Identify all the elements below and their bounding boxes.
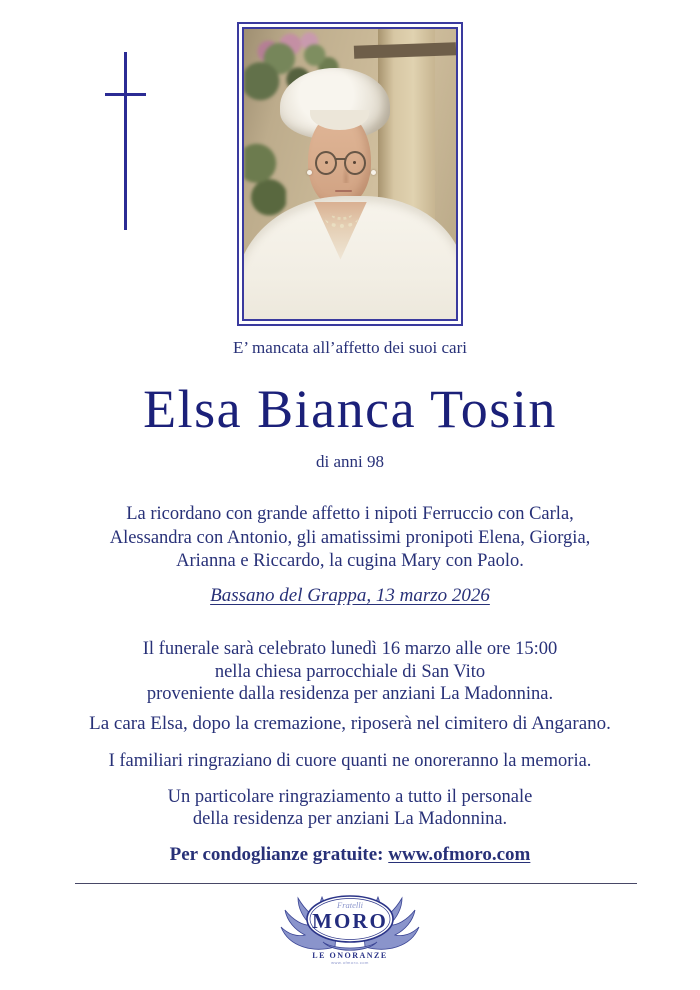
funeral-line: proveniente dalla residenza per anziani La Madonnina.: [146, 684, 554, 704]
funeral-line: nella chiesa parrocchiale di San Vito: [214, 661, 486, 682]
intro-line: E’ mancata all’affetto dei suoi cari: [233, 338, 467, 357]
portrait-greenery: [244, 139, 286, 220]
portrait-left-earring: [307, 170, 312, 175]
portrait-right-earring: [371, 170, 376, 175]
portrait-left-eye: [325, 161, 328, 164]
special-thanks-line: Un particolare ringraziamento a tutto il personale: [167, 787, 533, 807]
funeral-home-logo: [0, 893, 700, 967]
logo-onoranze-text: LE ONORANZE: [312, 951, 388, 960]
cross-horizontal-bar: [105, 93, 146, 96]
family-line: Alessandra con Antonio, gli amatissimi pronipoti Elena, Giorgia,: [109, 527, 591, 548]
moro-logo-graphic: [275, 893, 425, 967]
family-line: Arianna e Riccardo, la cugina Mary con Paolo.: [176, 551, 524, 571]
funeral-paragraph: [0, 638, 700, 706]
cross-vertical-bar: [124, 52, 127, 230]
deceased-name: Elsa Bianca Tosin: [143, 379, 557, 439]
portrait-glasses-bridge: [336, 158, 344, 160]
place-date-line: Bassano del Grappa, 13 marzo 2026: [210, 585, 490, 606]
special-thanks-line: della residenza per anziani La Madonnina.: [192, 809, 508, 829]
logo-fratelli-text: Fratelli: [337, 900, 363, 910]
family-line: La ricordano con grande affetto i nipoti Ferruccio con Carla,: [126, 504, 574, 524]
age-line: di anni 98: [316, 452, 384, 471]
logo-url-text: www.ofmoro.com: [331, 960, 369, 965]
logo-moro-text: MORO: [312, 909, 388, 933]
condolences-link[interactable]: www.ofmoro.com: [388, 844, 531, 865]
divider-line: [75, 883, 637, 884]
condolences-line: [0, 844, 700, 866]
funeral-line: Il funerale sarà celebrato lunedì 16 marzo alle ore 15:00: [142, 639, 558, 659]
family-paragraph: [0, 503, 700, 574]
portrait-mouth: [335, 190, 352, 192]
portrait-photo-canvas: [242, 27, 458, 321]
portrait-nose-shadow: [342, 162, 350, 182]
portrait-photo: [237, 22, 463, 326]
portrait-glasses: [315, 151, 366, 176]
cremation-line: La cara Elsa, dopo la cremazione, riposerà nel cimitero di Angarano.: [89, 713, 611, 734]
thanks-line: I familiari ringraziano di cuore quanti ne onoreranno la memoria.: [108, 751, 592, 771]
condolences-label: Per condoglianze gratuite:: [169, 844, 389, 865]
special-thanks-paragraph: [0, 786, 700, 830]
